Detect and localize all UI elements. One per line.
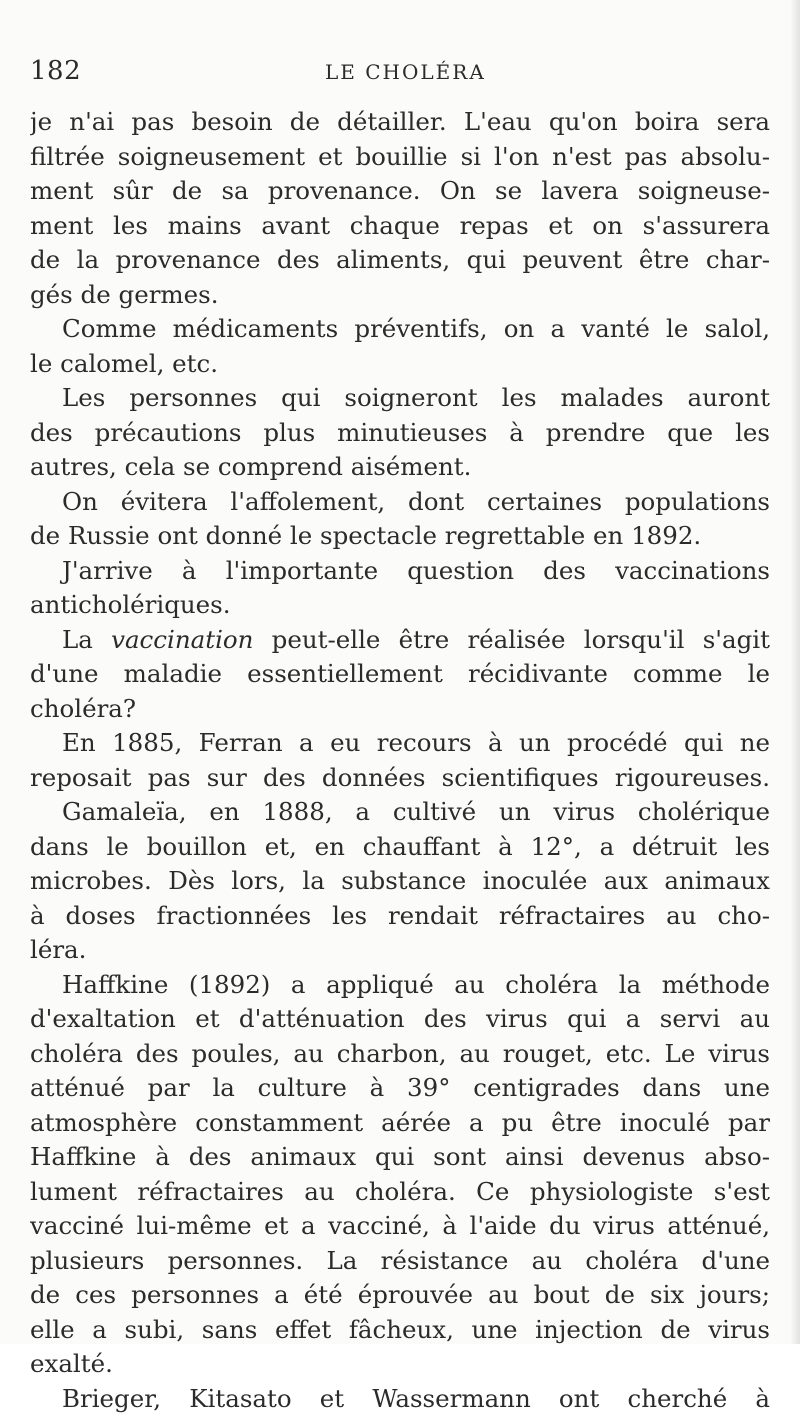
text-line: de ces personnes a été éprouvée au bout de six jours; [30,1278,770,1313]
text-line: Gamaleïa, en 1888, a cultivé un virus cholérique [30,795,770,830]
line-text: peut-elle être réalisée lorsqu'il s'agit [272,625,770,654]
text-line: Les personnes qui soigneront les malades auront [30,381,770,416]
running-title: LE CHOLÉRA [325,60,486,84]
text-line: On évitera l'affolement, dont certaines populations [30,485,770,520]
body-text [30,105,770,1416]
text-line: gés de germes. [30,278,770,313]
text-line: choléra? [30,692,770,727]
page-number: 182 [30,56,81,86]
text-line: plusieurs personnes. La résistance au choléra d'une [30,1244,770,1279]
text-line: lument réfractaires au choléra. Ce physiologiste s'est [30,1175,770,1210]
text-line: reposait pas sur des données scientifiques rigoureuses. [30,761,770,796]
text-line: Comme médicaments préventifs, on a vanté le salol, [30,312,770,347]
text-line: choléra des poules, au charbon, au rouget, etc. Le virus [30,1037,770,1072]
text-line: vacciné lui-même et a vacciné, à l'aide du virus atténué, [30,1209,770,1244]
text-line: microbes. Dès lors, la substance inoculée aux animaux [30,864,770,899]
text-line: atmosphère constamment aérée a pu être inoculé par [30,1106,770,1141]
text-line: Brieger, Kitasato et Wassermann ont cherché à [30,1382,770,1416]
text-line: exalté. [30,1347,770,1382]
text-line [30,623,770,658]
text-line: ment sûr de sa provenance. On se lavera soigneuse- [30,174,770,209]
text-line: autres, cela se comprend aisément. [30,450,770,485]
text-line: En 1885, Ferran a eu recours à un procédé qui ne [30,726,770,761]
text-line: d'une maladie essentiellement récidivante comme le [30,657,770,692]
text-line: elle a subi, sans effet fâcheux, une injection de virus [30,1313,770,1348]
page-edge-shadow [790,0,800,1344]
text-line: d'exaltation et d'atténuation des virus qui a servi au [30,1002,770,1037]
text-line: de Russie ont donné le spectacle regrettable en 1892. [30,519,770,554]
text-line: anticholériques. [30,588,770,623]
text-line: je n'ai pas besoin de détailler. L'eau qu'on boira sera [30,105,770,140]
text-line: des précautions plus minutieuses à prendre que les [30,416,770,451]
text-line: le calomel, etc. [30,347,770,382]
text-line: ment les mains avant chaque repas et on s'assurera [30,209,770,244]
line-lead: La [62,625,111,654]
text-line: dans le bouillon et, en chauffant à 12°, a détruit les [30,830,770,865]
text-line: léra. [30,933,770,968]
text-line: de la provenance des aliments, qui peuvent être char- [30,243,770,278]
running-head [30,56,770,96]
text-line: atténué par la culture à 39° centigrades dans une [30,1071,770,1106]
text-line: filtrée soigneusement et bouillie si l'on n'est pas absolu- [30,140,770,175]
text-line: à doses fractionnées les rendait réfractaires au cho- [30,899,770,934]
text-line: Haffkine à des animaux qui sont ainsi devenus abso- [30,1140,770,1175]
text-line: Haffkine (1892) a appliqué au choléra la méthode [30,968,770,1003]
italic-term: vaccination [111,625,253,654]
text-line: J'arrive à l'importante question des vaccinations [30,554,770,589]
